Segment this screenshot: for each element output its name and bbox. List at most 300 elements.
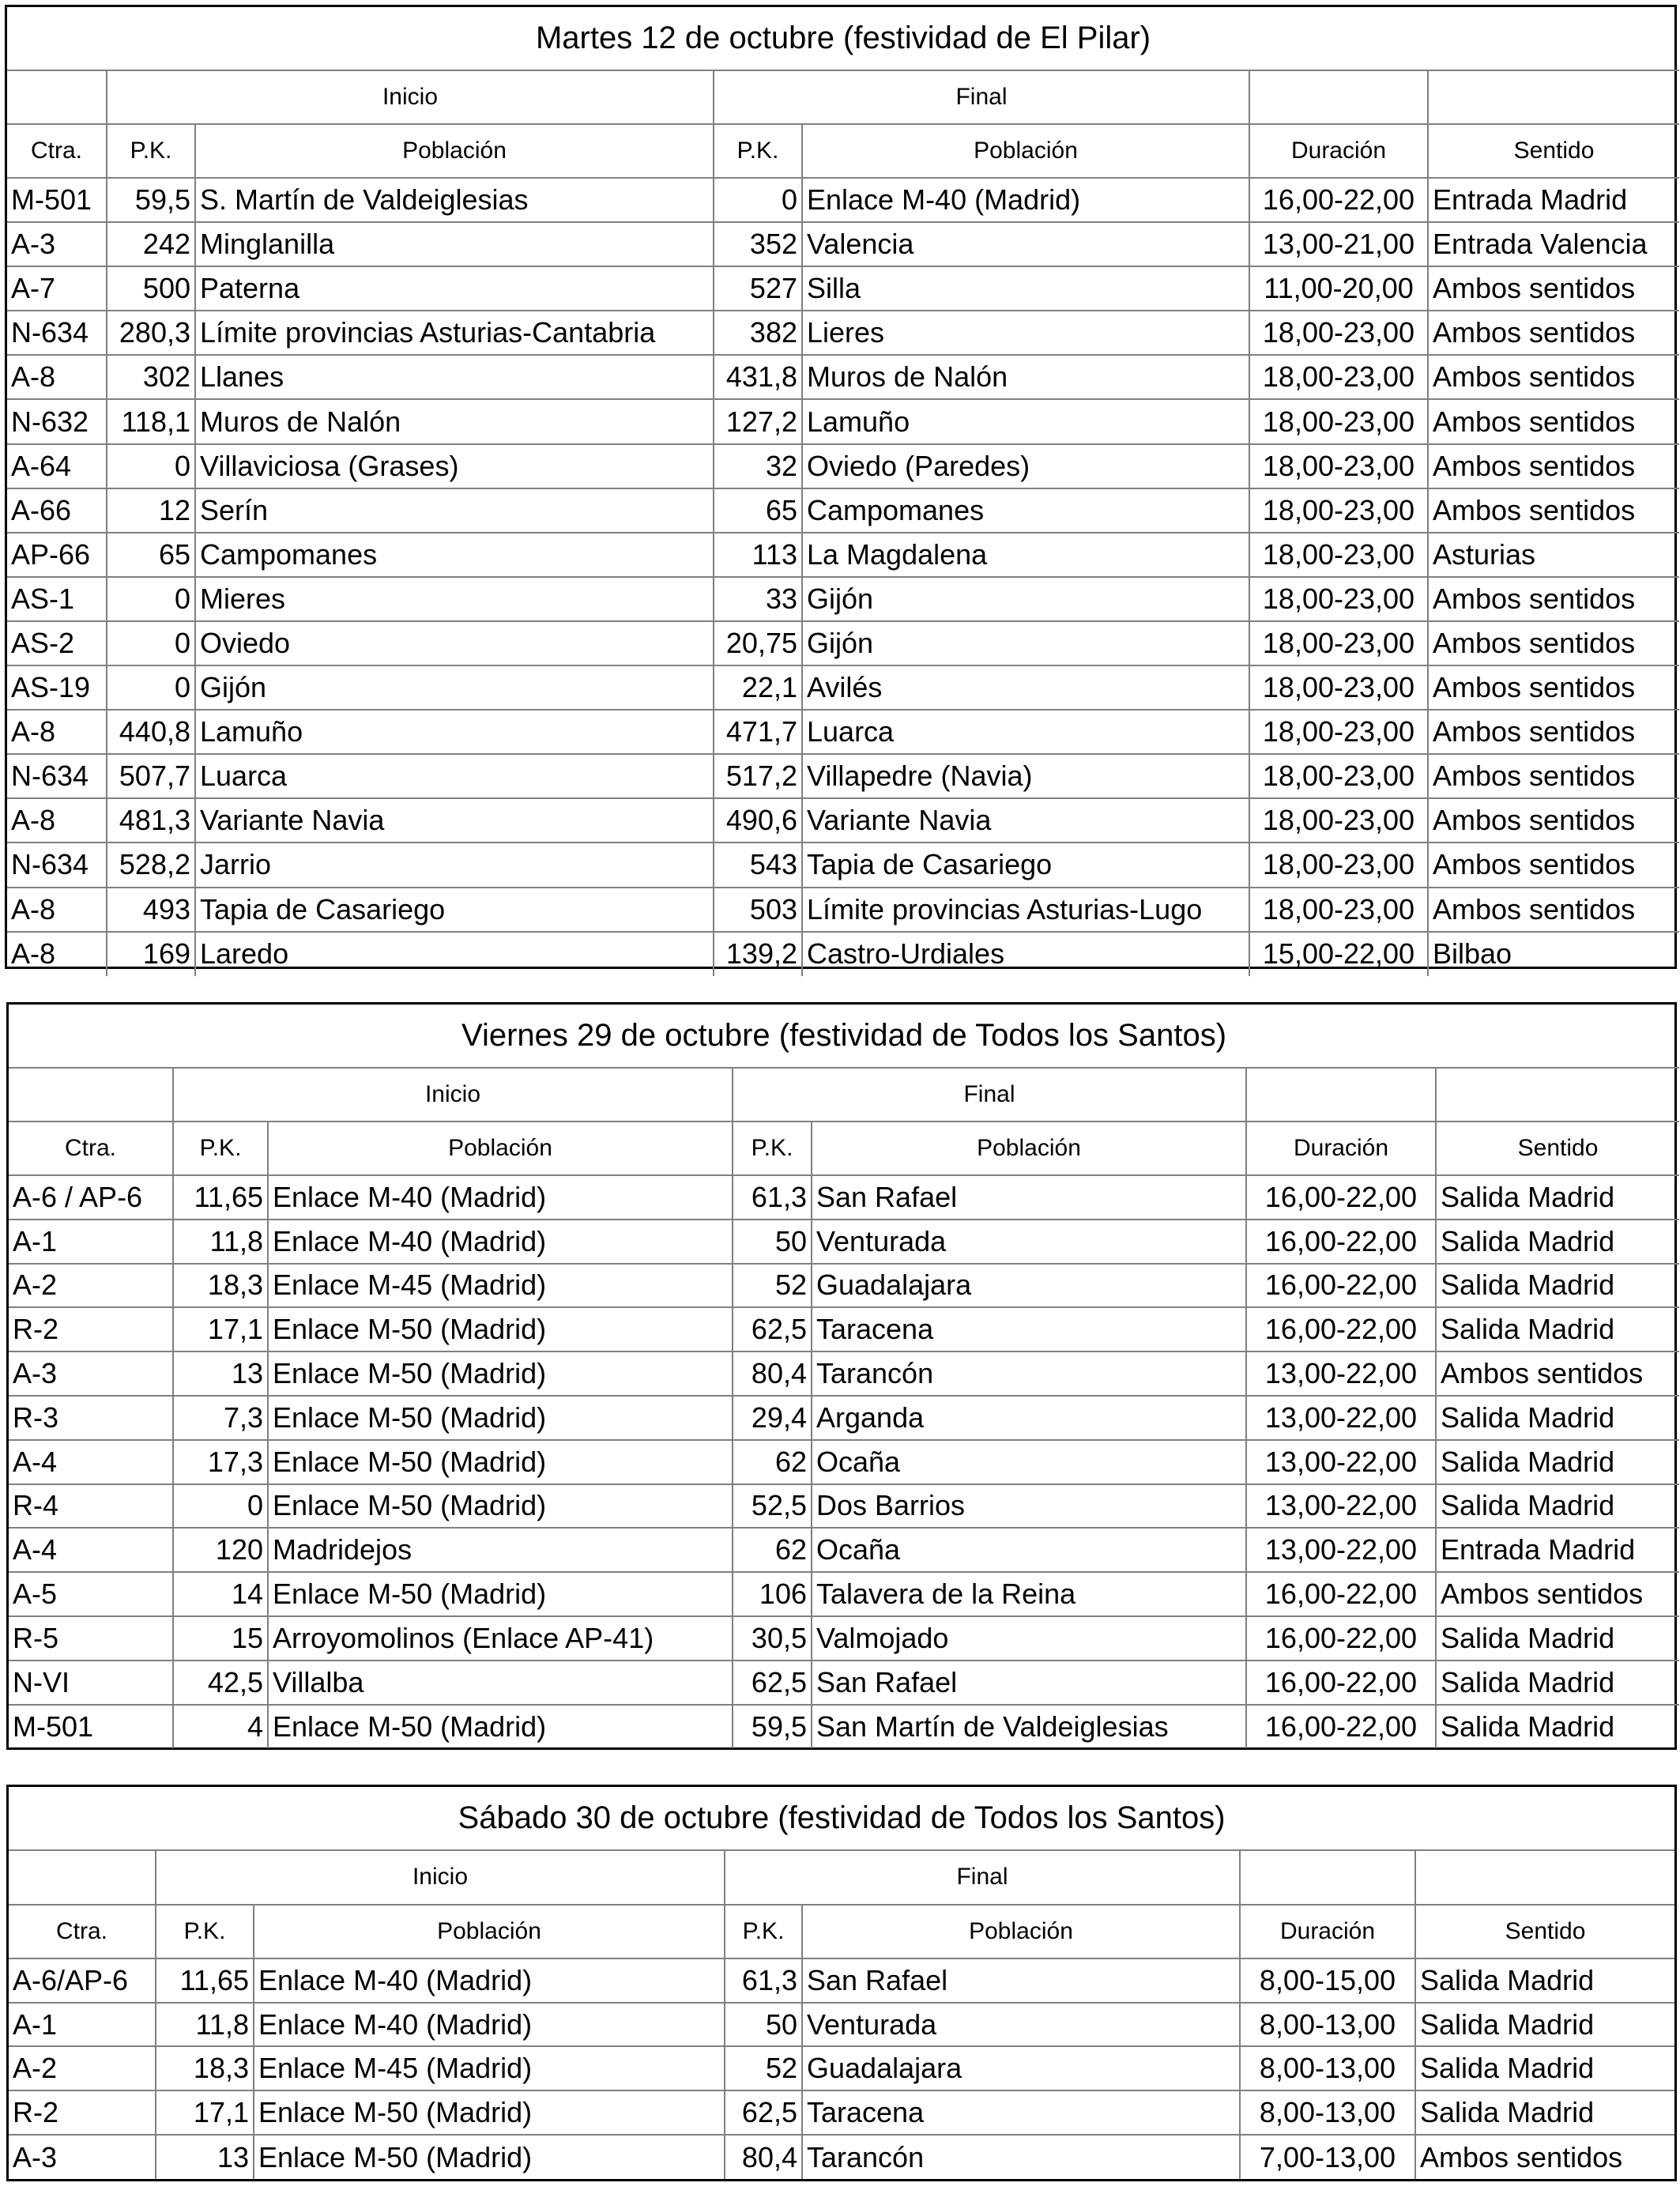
cell-pk-final: 80,4 [733, 1351, 812, 1396]
cell-poblacion-final: Dos Barrios [812, 1484, 1246, 1529]
cell-pk-final: 20,75 [714, 621, 802, 665]
cell-pk-final: 52 [733, 1264, 812, 1308]
cell-sentido: Entrada Madrid [1428, 178, 1679, 222]
table-row [9, 1440, 1679, 1484]
column-header-duracion: Duración [1240, 1905, 1415, 1958]
cell-duracion: 16,00-22,00 [1249, 178, 1428, 222]
group-header-empty [9, 1850, 156, 1904]
cell-carretera: A-8 [7, 888, 107, 932]
cell-poblacion-inicio: Laredo [195, 932, 714, 976]
cell-sentido: Salida Madrid [1436, 1661, 1679, 1705]
cell-pk-final: 61,3 [725, 1958, 802, 2003]
cell-poblacion-final: San Rafael [812, 1661, 1246, 1705]
cell-poblacion-final: Oviedo (Paredes) [802, 444, 1249, 488]
cell-pk-final: 29,4 [733, 1396, 812, 1440]
column-header-pk-final: P.K. [725, 1905, 802, 1958]
cell-sentido: Ambos sentidos [1428, 399, 1679, 443]
table-row [9, 1307, 1679, 1351]
table-row [9, 1528, 1679, 1572]
cell-duracion: 16,00-22,00 [1246, 1572, 1436, 1616]
cell-pk-inicio: 42,5 [173, 1661, 268, 1705]
group-header-row [9, 1068, 1679, 1122]
cell-duracion: 8,00-15,00 [1240, 1958, 1415, 2003]
cell-pk-inicio: 0 [107, 577, 195, 621]
cell-pk-inicio: 17,3 [173, 1440, 268, 1484]
cell-poblacion-inicio: Luarca [195, 754, 714, 798]
cell-duracion: 13,00-22,00 [1246, 1351, 1436, 1396]
cell-duracion: 13,00-22,00 [1246, 1484, 1436, 1529]
column-header-pk-final: P.K. [733, 1122, 812, 1175]
table-row [9, 1220, 1679, 1264]
cell-pk-final: 0 [714, 178, 802, 222]
cell-pk-final: 352 [714, 222, 802, 266]
column-header-sentido: Sentido [1428, 124, 1679, 178]
cell-pk-inicio: 18,3 [156, 2046, 254, 2090]
cell-pk-final: 106 [733, 1572, 812, 1616]
cell-carretera: A-6 / AP-6 [9, 1175, 173, 1220]
cell-poblacion-final: Luarca [802, 710, 1249, 754]
cell-pk-inicio: 0 [107, 444, 195, 488]
group-header-final: Final [725, 1850, 1240, 1904]
cell-pk-final: 65 [714, 488, 802, 533]
table-row [7, 798, 1679, 843]
cell-poblacion-inicio: Villalba [268, 1661, 733, 1705]
column-header-row [9, 1905, 1674, 1958]
cell-duracion: 18,00-23,00 [1249, 798, 1428, 843]
cell-duracion: 16,00-22,00 [1246, 1616, 1436, 1661]
cell-poblacion-final: Venturada [802, 2003, 1240, 2047]
cell-carretera: N-634 [7, 311, 107, 355]
cell-sentido: Salida Madrid [1436, 1264, 1679, 1308]
cell-poblacion-inicio: Villaviciosa (Grases) [195, 444, 714, 488]
column-header-duracion: Duración [1246, 1122, 1436, 1175]
cell-poblacion-final: Enlace M-40 (Madrid) [802, 178, 1249, 222]
cell-duracion: 18,00-23,00 [1249, 355, 1428, 399]
schedule-table-viernes-todos-los-santos [6, 1002, 1677, 1750]
cell-poblacion-inicio: Enlace M-45 (Madrid) [254, 2046, 725, 2090]
cell-duracion: 13,00-22,00 [1246, 1528, 1436, 1572]
table-row [9, 1264, 1679, 1308]
cell-poblacion-final: Venturada [812, 1220, 1246, 1264]
cell-sentido: Salida Madrid [1436, 1175, 1679, 1220]
cell-duracion: 16,00-22,00 [1246, 1705, 1436, 1749]
cell-carretera: R-2 [9, 1307, 173, 1351]
cell-poblacion-final: Guadalajara [812, 1264, 1246, 1308]
cell-duracion: 8,00-13,00 [1240, 2090, 1415, 2135]
table-title-row [7, 7, 1679, 70]
cell-pk-inicio: 11,65 [173, 1175, 268, 1220]
cell-sentido: Ambos sentidos [1428, 710, 1679, 754]
cell-sentido: Ambos sentidos [1428, 488, 1679, 533]
column-header-carretera: Ctra. [9, 1905, 156, 1958]
cell-pk-final: 127,2 [714, 399, 802, 443]
cell-poblacion-final: Talavera de la Reina [812, 1572, 1246, 1616]
cell-poblacion-inicio: Enlace M-50 (Madrid) [254, 2135, 725, 2179]
column-header-pk-inicio: P.K. [156, 1905, 254, 1958]
cell-poblacion-inicio: Enlace M-40 (Madrid) [268, 1220, 733, 1264]
cell-poblacion-final: Tarancón [812, 1351, 1246, 1396]
cell-pk-inicio: 17,1 [173, 1307, 268, 1351]
cell-poblacion-final: Valencia [802, 222, 1249, 266]
cell-sentido: Salida Madrid [1436, 1705, 1679, 1749]
cell-pk-final: 62,5 [725, 2090, 802, 2135]
cell-carretera: A-1 [9, 1220, 173, 1264]
cell-poblacion-final: San Martín de Valdeiglesias [812, 1705, 1246, 1749]
cell-poblacion-inicio: Arroyomolinos (Enlace AP-41) [268, 1616, 733, 1661]
cell-poblacion-inicio: Enlace M-45 (Madrid) [268, 1264, 733, 1308]
cell-sentido: Ambos sentidos [1436, 1572, 1679, 1616]
group-header-empty [1428, 70, 1679, 124]
cell-carretera: A-3 [7, 222, 107, 266]
cell-poblacion-inicio: Enlace M-50 (Madrid) [268, 1307, 733, 1351]
cell-pk-inicio: 500 [107, 266, 195, 311]
cell-poblacion-final: Avilés [802, 665, 1249, 710]
cell-pk-final: 52 [725, 2046, 802, 2090]
cell-carretera: R-3 [9, 1396, 173, 1440]
column-header-poblacion-final: Población [802, 1905, 1240, 1958]
cell-sentido: Salida Madrid [1436, 1440, 1679, 1484]
cell-pk-inicio: 528,2 [107, 843, 195, 887]
cell-poblacion-inicio: Madridejos [268, 1528, 733, 1572]
cell-pk-final: 32 [714, 444, 802, 488]
cell-carretera: A-2 [9, 2046, 156, 2090]
cell-poblacion-inicio: Gijón [195, 665, 714, 710]
cell-poblacion-final: La Magdalena [802, 533, 1249, 577]
cell-poblacion-inicio: Enlace M-40 (Madrid) [254, 1958, 725, 2003]
cell-poblacion-inicio: Serín [195, 488, 714, 533]
cell-pk-inicio: 242 [107, 222, 195, 266]
cell-duracion: 13,00-22,00 [1246, 1396, 1436, 1440]
cell-poblacion-final: Lieres [802, 311, 1249, 355]
cell-pk-final: 22,1 [714, 665, 802, 710]
cell-poblacion-final: Campomanes [802, 488, 1249, 533]
cell-sentido: Bilbao [1428, 932, 1679, 976]
table-row [9, 1572, 1679, 1616]
cell-pk-final: 62,5 [733, 1307, 812, 1351]
cell-pk-final: 517,2 [714, 754, 802, 798]
cell-duracion: 16,00-22,00 [1246, 1661, 1436, 1705]
cell-pk-inicio: 481,3 [107, 798, 195, 843]
schedule-table-sabado-todos-los-santos [6, 1785, 1677, 2181]
cell-sentido: Ambos sentidos [1428, 888, 1679, 932]
cell-poblacion-inicio: Enlace M-40 (Madrid) [268, 1175, 733, 1220]
cell-duracion: 18,00-23,00 [1249, 621, 1428, 665]
column-header-sentido: Sentido [1436, 1122, 1679, 1175]
cell-duracion: 18,00-23,00 [1249, 888, 1428, 932]
schedule-table-pilar [5, 5, 1677, 969]
cell-pk-inicio: 13 [156, 2135, 254, 2179]
cell-sentido: Entrada Valencia [1428, 222, 1679, 266]
cell-poblacion-inicio: Paterna [195, 266, 714, 311]
cell-carretera: R-5 [9, 1616, 173, 1661]
group-header-empty [9, 1068, 173, 1122]
cell-sentido: Entrada Madrid [1436, 1528, 1679, 1572]
cell-carretera: A-1 [9, 2003, 156, 2047]
cell-carretera: A-8 [7, 710, 107, 754]
group-header-final: Final [714, 70, 1249, 124]
group-header-row [7, 70, 1679, 124]
cell-pk-final: 50 [733, 1220, 812, 1264]
column-header-carretera: Ctra. [7, 124, 107, 178]
cell-poblacion-final: Ocaña [812, 1440, 1246, 1484]
table-row [7, 266, 1679, 311]
cell-sentido: Salida Madrid [1436, 1396, 1679, 1440]
cell-sentido: Ambos sentidos [1428, 798, 1679, 843]
cell-pk-inicio: 17,1 [156, 2090, 254, 2135]
cell-poblacion-final: Castro-Urdiales [802, 932, 1249, 976]
cell-poblacion-inicio: Enlace M-50 (Madrid) [268, 1705, 733, 1749]
cell-pk-final: 59,5 [733, 1705, 812, 1749]
cell-carretera: AP-66 [7, 533, 107, 577]
cell-duracion: 8,00-13,00 [1240, 2046, 1415, 2090]
cell-poblacion-inicio: Enlace M-40 (Madrid) [254, 2003, 725, 2047]
cell-pk-final: 50 [725, 2003, 802, 2047]
cell-pk-inicio: 120 [173, 1528, 268, 1572]
cell-pk-inicio: 11,8 [173, 1220, 268, 1264]
cell-poblacion-inicio: Mieres [195, 577, 714, 621]
cell-sentido: Salida Madrid [1415, 1958, 1674, 2003]
group-header-inicio: Inicio [156, 1850, 725, 1904]
column-header-duracion: Duración [1249, 124, 1428, 178]
group-header-empty [1240, 1850, 1415, 1904]
cell-poblacion-inicio: Oviedo [195, 621, 714, 665]
cell-poblacion-final: Tarancón [802, 2135, 1240, 2179]
cell-poblacion-inicio: Variante Navia [195, 798, 714, 843]
cell-carretera: A-6/AP-6 [9, 1958, 156, 2003]
cell-carretera: A-3 [9, 1351, 173, 1396]
cell-carretera: M-501 [9, 1705, 173, 1749]
cell-pk-inicio: 14 [173, 1572, 268, 1616]
column-header-poblacion-final: Población [802, 124, 1249, 178]
cell-duracion: 18,00-23,00 [1249, 843, 1428, 887]
cell-sentido: Ambos sentidos [1428, 665, 1679, 710]
cell-poblacion-inicio: Enlace M-50 (Madrid) [268, 1351, 733, 1396]
table-row [7, 577, 1679, 621]
cell-duracion: 8,00-13,00 [1240, 2003, 1415, 2047]
table-row [7, 399, 1679, 443]
cell-poblacion-final: Silla [802, 266, 1249, 311]
group-header-empty [1249, 70, 1428, 124]
table-row [7, 754, 1679, 798]
cell-poblacion-final: Ocaña [812, 1528, 1246, 1572]
cell-duracion: 13,00-21,00 [1249, 222, 1428, 266]
cell-sentido: Ambos sentidos [1428, 843, 1679, 887]
cell-sentido: Ambos sentidos [1428, 621, 1679, 665]
cell-pk-final: 543 [714, 843, 802, 887]
table-row [7, 488, 1679, 533]
cell-poblacion-final: Villapedre (Navia) [802, 754, 1249, 798]
cell-carretera: A-4 [9, 1528, 173, 1572]
cell-sentido: Salida Madrid [1436, 1307, 1679, 1351]
cell-sentido: Asturias [1428, 533, 1679, 577]
cell-carretera: N-632 [7, 399, 107, 443]
cell-carretera: M-501 [7, 178, 107, 222]
cell-pk-inicio: 4 [173, 1705, 268, 1749]
group-header-final: Final [733, 1068, 1246, 1122]
group-header-empty [1246, 1068, 1436, 1122]
table-row [7, 355, 1679, 399]
table-row [7, 888, 1679, 932]
cell-duracion: 18,00-23,00 [1249, 710, 1428, 754]
cell-pk-inicio: 302 [107, 355, 195, 399]
cell-poblacion-inicio: Llanes [195, 355, 714, 399]
cell-carretera: A-2 [9, 1264, 173, 1308]
cell-carretera: R-4 [9, 1484, 173, 1529]
table-row [7, 621, 1679, 665]
cell-pk-final: 382 [714, 311, 802, 355]
cell-pk-final: 33 [714, 577, 802, 621]
cell-carretera: A-66 [7, 488, 107, 533]
cell-pk-inicio: 0 [107, 621, 195, 665]
cell-poblacion-inicio: Límite provincias Asturias-Cantabria [195, 311, 714, 355]
cell-pk-final: 527 [714, 266, 802, 311]
cell-pk-final: 431,8 [714, 355, 802, 399]
cell-pk-inicio: 169 [107, 932, 195, 976]
table-title: Sábado 30 de octubre (festividad de Todos los Santos) [9, 1787, 1674, 1850]
cell-sentido: Ambos sentidos [1415, 2135, 1674, 2179]
cell-pk-final: 503 [714, 888, 802, 932]
table-title: Viernes 29 de octubre (festividad de Todos los Santos) [9, 1005, 1679, 1068]
column-header-sentido: Sentido [1415, 1905, 1674, 1958]
cell-carretera: N-634 [7, 754, 107, 798]
cell-poblacion-inicio: Enlace M-50 (Madrid) [268, 1396, 733, 1440]
cell-pk-inicio: 65 [107, 533, 195, 577]
cell-pk-inicio: 0 [107, 665, 195, 710]
cell-carretera: AS-1 [7, 577, 107, 621]
cell-poblacion-final: Variante Navia [802, 798, 1249, 843]
table-row [9, 2135, 1674, 2179]
cell-duracion: 18,00-23,00 [1249, 399, 1428, 443]
cell-duracion: 18,00-23,00 [1249, 444, 1428, 488]
cell-sentido: Salida Madrid [1436, 1220, 1679, 1264]
cell-duracion: 11,00-20,00 [1249, 266, 1428, 311]
cell-sentido: Salida Madrid [1415, 2090, 1674, 2135]
table-row [9, 1351, 1679, 1396]
cell-poblacion-inicio: S. Martín de Valdeiglesias [195, 178, 714, 222]
cell-pk-inicio: 0 [173, 1484, 268, 1529]
cell-pk-final: 113 [714, 533, 802, 577]
column-header-poblacion-inicio: Población [268, 1122, 733, 1175]
cell-poblacion-final: Gijón [802, 621, 1249, 665]
table-row [7, 533, 1679, 577]
cell-duracion: 18,00-23,00 [1249, 754, 1428, 798]
column-header-row [7, 124, 1679, 178]
cell-poblacion-inicio: Enlace M-50 (Madrid) [268, 1484, 733, 1529]
cell-duracion: 16,00-22,00 [1246, 1175, 1436, 1220]
cell-sentido: Ambos sentidos [1428, 754, 1679, 798]
cell-pk-final: 80,4 [725, 2135, 802, 2179]
cell-carretera: AS-19 [7, 665, 107, 710]
table-title-row [9, 1787, 1674, 1850]
cell-pk-final: 62 [733, 1440, 812, 1484]
cell-pk-final: 52,5 [733, 1484, 812, 1529]
cell-sentido: Ambos sentidos [1436, 1351, 1679, 1396]
table-row [9, 2046, 1674, 2090]
table-row [9, 1705, 1679, 1749]
cell-duracion: 18,00-23,00 [1249, 577, 1428, 621]
cell-carretera: AS-2 [7, 621, 107, 665]
cell-carretera: R-2 [9, 2090, 156, 2135]
cell-pk-final: 61,3 [733, 1175, 812, 1220]
cell-poblacion-inicio: Enlace M-50 (Madrid) [268, 1440, 733, 1484]
group-header-inicio: Inicio [173, 1068, 733, 1122]
cell-sentido: Ambos sentidos [1428, 266, 1679, 311]
cell-pk-inicio: 118,1 [107, 399, 195, 443]
cell-poblacion-final: Arganda [812, 1396, 1246, 1440]
table-row [7, 222, 1679, 266]
table-row [9, 1661, 1679, 1705]
cell-sentido: Salida Madrid [1415, 2003, 1674, 2047]
cell-pk-final: 62,5 [733, 1661, 812, 1705]
cell-pk-final: 30,5 [733, 1616, 812, 1661]
cell-poblacion-inicio: Enlace M-50 (Madrid) [268, 1572, 733, 1616]
cell-pk-final: 139,2 [714, 932, 802, 976]
cell-poblacion-final: Gijón [802, 577, 1249, 621]
cell-poblacion-inicio: Tapia de Casariego [195, 888, 714, 932]
table-row [9, 1396, 1679, 1440]
cell-sentido: Salida Madrid [1415, 2046, 1674, 2090]
cell-duracion: 15,00-22,00 [1249, 932, 1428, 976]
group-header-empty [1436, 1068, 1679, 1122]
table-row [7, 843, 1679, 887]
cell-sentido: Ambos sentidos [1428, 355, 1679, 399]
cell-carretera: A-5 [9, 1572, 173, 1616]
cell-sentido: Salida Madrid [1436, 1616, 1679, 1661]
cell-carretera: A-8 [7, 932, 107, 976]
cell-pk-final: 471,7 [714, 710, 802, 754]
table-row [9, 2090, 1674, 2135]
cell-duracion: 13,00-22,00 [1246, 1440, 1436, 1484]
table-row [7, 311, 1679, 355]
column-header-pk-final: P.K. [714, 124, 802, 178]
table-row [7, 444, 1679, 488]
cell-pk-inicio: 13 [173, 1351, 268, 1396]
cell-sentido: Ambos sentidos [1428, 577, 1679, 621]
cell-pk-inicio: 507,7 [107, 754, 195, 798]
cell-poblacion-inicio: Lamuño [195, 710, 714, 754]
table-row [9, 1175, 1679, 1220]
cell-pk-final: 62 [733, 1528, 812, 1572]
cell-pk-inicio: 11,8 [156, 2003, 254, 2047]
cell-carretera: A-3 [9, 2135, 156, 2179]
group-header-inicio: Inicio [107, 70, 714, 124]
cell-pk-inicio: 11,65 [156, 1958, 254, 2003]
column-header-row [9, 1122, 1679, 1175]
table-title-row [9, 1005, 1679, 1068]
column-header-poblacion-inicio: Población [195, 124, 714, 178]
column-header-pk-inicio: P.K. [107, 124, 195, 178]
table-row [9, 1484, 1679, 1529]
cell-poblacion-final: San Rafael [812, 1175, 1246, 1220]
cell-duracion: 18,00-23,00 [1249, 311, 1428, 355]
cell-poblacion-final: San Rafael [802, 1958, 1240, 2003]
cell-poblacion-final: Tapia de Casariego [802, 843, 1249, 887]
group-header-empty [1415, 1850, 1674, 1904]
cell-sentido: Ambos sentidos [1428, 311, 1679, 355]
cell-poblacion-final: Taracena [802, 2090, 1240, 2135]
table-row [7, 710, 1679, 754]
cell-carretera: N-VI [9, 1661, 173, 1705]
cell-pk-inicio: 7,3 [173, 1396, 268, 1440]
cell-pk-inicio: 440,8 [107, 710, 195, 754]
column-header-poblacion-final: Población [812, 1122, 1246, 1175]
cell-carretera: A-64 [7, 444, 107, 488]
cell-pk-inicio: 15 [173, 1616, 268, 1661]
cell-pk-final: 490,6 [714, 798, 802, 843]
cell-duracion: 16,00-22,00 [1246, 1220, 1436, 1264]
cell-poblacion-inicio: Campomanes [195, 533, 714, 577]
cell-pk-inicio: 280,3 [107, 311, 195, 355]
